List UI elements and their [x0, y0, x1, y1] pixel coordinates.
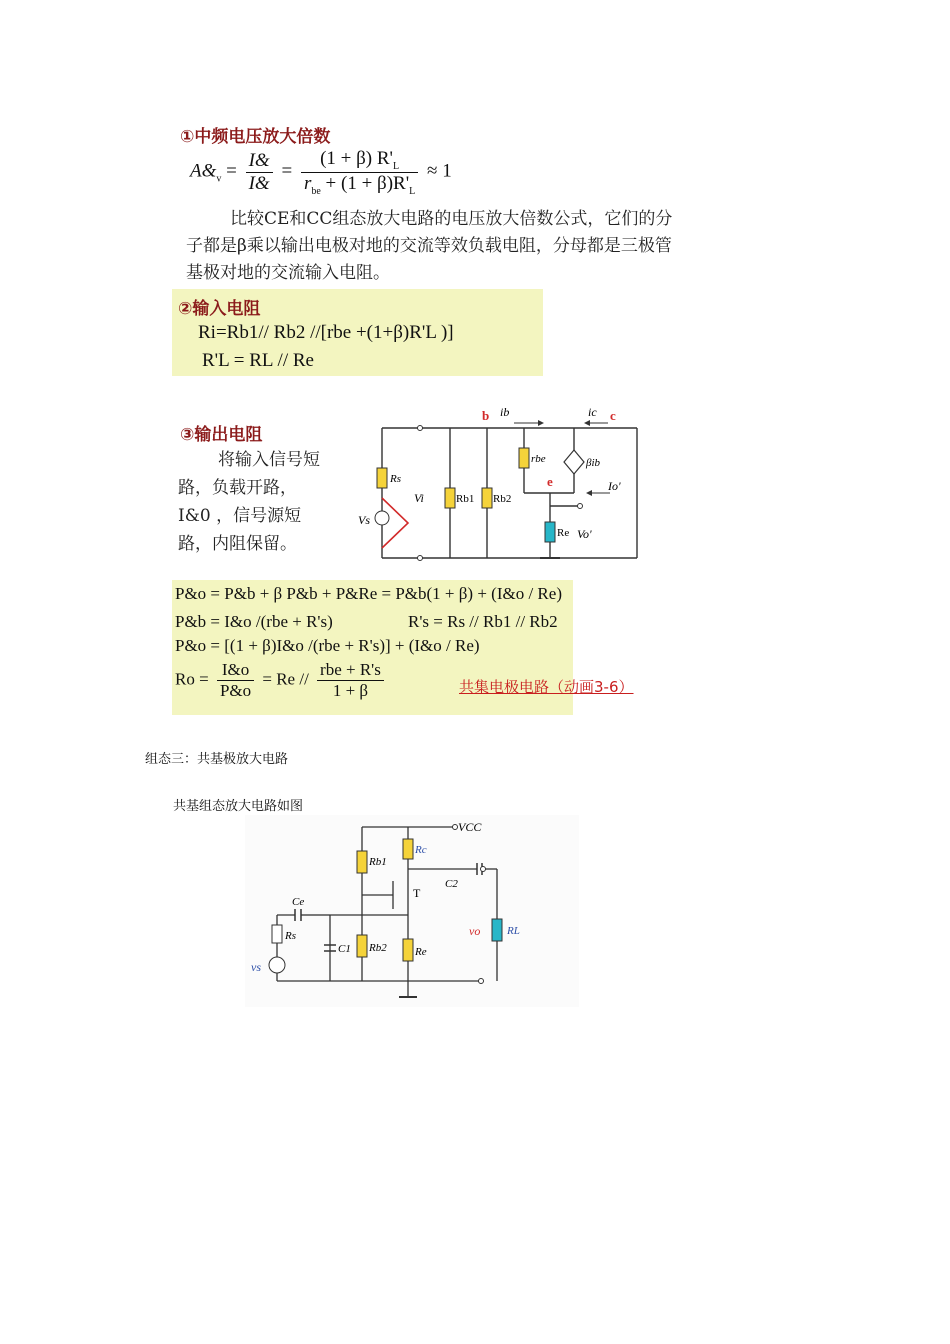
voltage-gain-formula: $A\&_v$ = $\frac{I\&}{I\&}$ = $\frac{(1 + \beta) R'_L}{r_{be} + (1 + \beta)R'_L}$ ≈ 1 — [190, 148, 452, 197]
ce-label: Ce — [292, 896, 305, 908]
section3-paragraph: 将输入信号短路，负载开路，I&0 ，信号源短路，内阻保留。 — [178, 450, 320, 554]
cc-animation-link[interactable]: 共集电极电路（动画3-6） — [459, 678, 634, 696]
c1-label: C1 — [338, 943, 351, 955]
output-eq-2b: R's = Rs // Rb1 // Rb2 — [408, 612, 558, 631]
vo-label: vo — [469, 924, 481, 938]
vo-prime-label: Vo' — [577, 527, 592, 541]
rs-label: Rs — [390, 473, 401, 485]
current-ratio: $\frac{I\&}{I\&}$ — [246, 150, 273, 195]
section-title-cb: 组态三：共基极放大电路 — [145, 752, 289, 767]
node-e-label: e — [547, 474, 553, 489]
node-b-label: b — [482, 408, 490, 423]
rl-label: RL — [507, 925, 520, 937]
rs-label-2: Rs — [285, 930, 296, 942]
ib-label: ib — [500, 405, 510, 419]
output-resistance-circuit — [352, 398, 648, 578]
common-base-circuit — [245, 815, 579, 1007]
vs-label: Vs — [358, 513, 370, 527]
output-eq-2a: P&b = I&o /(rbe + R's) — [175, 612, 333, 631]
section1-paragraph: 比较CE和CC组态放大电路的电压放大倍数公式，它们的分子都是β乘以输出电极对地的交流等效负载电阻，分母都是三极管基极对地的交流输入电阻。 — [186, 209, 673, 283]
io-prime-label: Io' — [608, 479, 621, 493]
rb1-label: Rb1 — [456, 493, 475, 505]
rc-label: Rc — [415, 844, 427, 856]
beta-ib-label: βib — [586, 457, 601, 469]
vi-label: Vi — [414, 491, 424, 505]
gain-fraction: $\frac{(1 + \beta) R'_L}{r_{be} + (1 + \beta)R'_L}$ — [301, 148, 418, 197]
input-resistance-formula: Ri=Rb1// Rb2 //[rbe +(1+β)R'L )] — [198, 322, 454, 343]
rbe-label: rbe — [531, 453, 546, 465]
re-label: Re — [557, 527, 570, 539]
rb1-label-2: Rb1 — [369, 856, 387, 868]
ic-label: ic — [588, 405, 597, 419]
output-eq-4: Ro = $\frac{I\&o}{P\&o}$ = Re // $\frac{\text{rbe + R's}}{1 + \beta}$ — [175, 660, 388, 701]
section2-heading: ②输入电阻 — [178, 299, 261, 319]
load-resistance-formula: R'L = RL // Re — [202, 350, 314, 371]
transistor-label: T — [413, 886, 421, 900]
rb2-label-2: Rb2 — [369, 942, 387, 954]
c2-label: C2 — [445, 878, 458, 890]
section1-heading: ①中频电压放大倍数 — [180, 127, 331, 147]
section3-heading: ③输出电阻 — [180, 425, 263, 445]
rb2-label: Rb2 — [493, 493, 512, 505]
node-c-label: c — [610, 408, 616, 423]
output-eq-3: P&o = [(1 + β)I&o /(rbe + R's)] + (I&o / Re) — [175, 636, 480, 655]
vs-label-2: vs — [251, 960, 261, 974]
output-eq-1: P&o = P&b + β P&b + P&Re = P&b(1 + β) + (I&o / Re) — [175, 584, 562, 603]
vcc-label: VCC — [458, 820, 482, 834]
cb-intro: 共基组态放大电路如图 — [173, 799, 304, 814]
re-label-2: Re — [415, 946, 427, 958]
